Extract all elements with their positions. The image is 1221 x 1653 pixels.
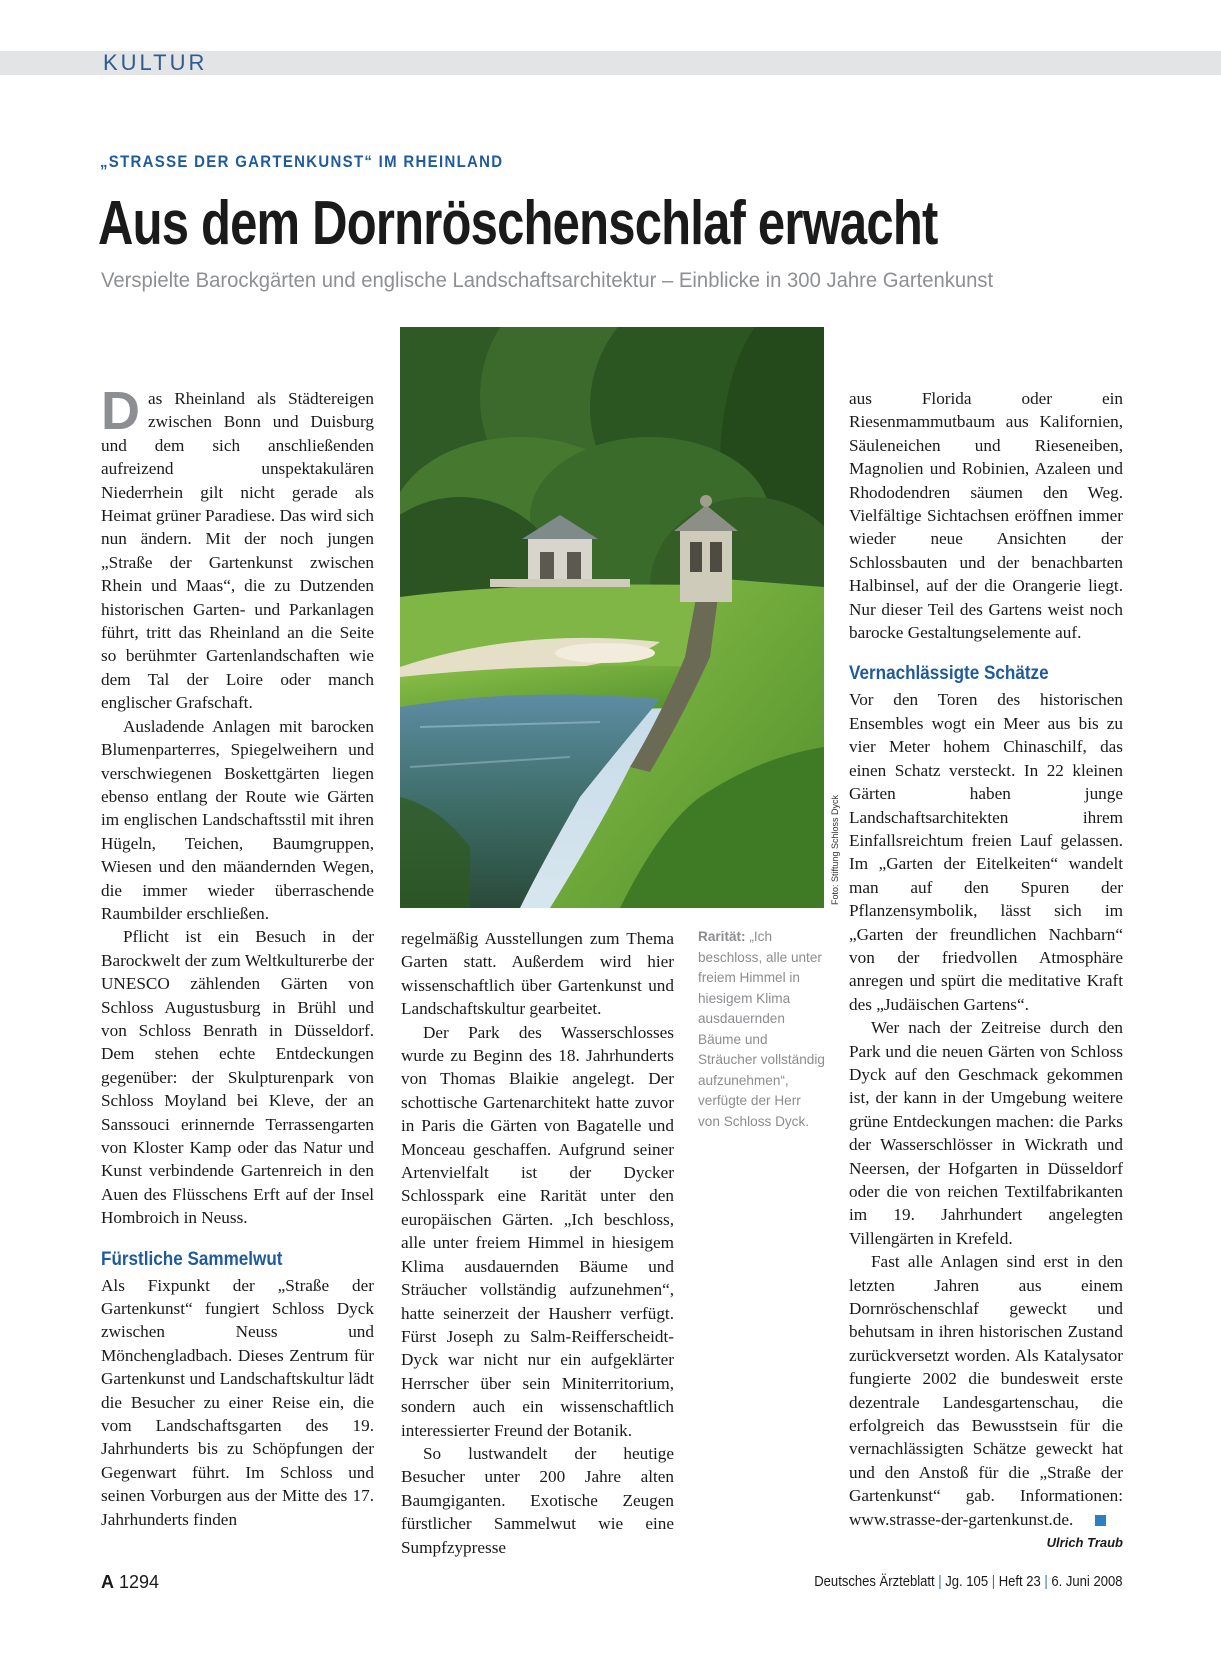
article-kicker: „STRASSE DER GARTENKUNST“ IM RHEINLAND (100, 152, 504, 171)
article-column-2 (401, 927, 674, 1559)
article-headline: Aus dem Dornröschenschlaf erwacht (98, 189, 938, 258)
paragraph: Pflicht ist ein Besuch in der Barockwelt der zum Weltkulturerbe der UNESCO zählenden Gärten von Schloss Augustusburg in Brühl und von Schloss Benrath in Düsseldorf. Dem stehen echte Entdeckungen gegenüber: der Skulpturenpark von Schloss Moyland bei Kleve, der an Sanssouci erinnernde Terrassengarten von Kloster Kamp oder das Natur und Kunst verbindende Gartenreich in den Auen des Flüsschens Erft auf der Insel Hombroich in Neuss. (101, 927, 374, 1228)
separator: | (991, 1574, 995, 1590)
separator: | (1043, 1574, 1048, 1590)
drop-cap: D (101, 381, 140, 441)
subheading: Fürstliche Sammelwut (101, 1248, 283, 1270)
publication-name: Deutsches Ärzteblatt (813, 1574, 935, 1590)
photo-credit: Foto: Stiftung Schloss Dyck (830, 794, 840, 905)
paragraph: aus Florida oder ein Riesenmammutbaum aus Kalifornien, Säuleneichen und Rieseneiben, Magnolien und Robinien, Azaleen und Rhododendren säumen den Weg. Vielfältige Sichtachsen eröffnen immer wieder neue Ansichten der Schlossbauten und der benachbarten Halbinsel, auf der die Orangerie liegt. Nur dieser Teil des Gartens weist noch barocke Gestaltungselemente auf. (849, 389, 1123, 643)
article-photo (400, 327, 824, 908)
paragraph: Der Park des Wasserschlosses wurde zu Beginn des 18. Jahrhunderts von Thomas Blaikie angelegt. Der schottische Gartenarchitekt hatte zuvor in Paris die Gärten von Bagatelle und Monceau geschaffen. Aufgrund seiner Artenvielfalt ist der Dycker Schlosspark eine Rarität unter den europäischen Gärten. „Ich beschloss, alle unter freiem Himmel in hiesigem Klima ausdauernden Bäume und Sträucher vollständig aufzunehmen“, hatte seinerzeit der Hausherr verfügt. Fürst Joseph zu Salm-Reifferscheidt-Dyck war nicht nur ein aufgeklärter Herrscher über sein Miniterritorium, sondern auch ein wissenschaftlich interessierter Freund der Botanik. (401, 1022, 674, 1440)
paragraph: Wer nach der Zeitreise durch den Park und die neuen Gärten von Schloss Dyck auf den Geschmack gekommen ist, der kann in der Umgebung weitere grüne Entdeckungen machen: die Parks der Wasserschlösser in Wickrath und Neersen, der Hofgarten in Düsseldorf oder die von reichen Textilfabrikanten im 19. Jahrhundert angelegten Villengärten in Krefeld. (849, 1018, 1123, 1248)
page-prefix: A (101, 1572, 114, 1592)
paragraph: Ausladende Anlagen mit barocken Blumenparterres, Spiegelweihern und verschwiegenen Boskettgärten liegen ebenso entlang der Route wie Gärten im englischen Landschaftsstil mit ihren Hügeln, Teichen, Baumgruppen, Wiesen und den mäandernden Wegen, die immer wieder überraschende Raumbilder erschließen. (101, 716, 374, 923)
publication-volume: Jg. 105 (944, 1574, 988, 1590)
page-number (101, 1572, 159, 1593)
paragraph (101, 381, 375, 715)
author-name: Ulrich Traub (1046, 1535, 1123, 1551)
paragraph-text: Fast alle Anlagen sind erst in den letzten Jahren aus einem Dornröschenschlaf geweckt und behutsam in ihren historischen Zustand zurückversetzt worden. Als Katalysator fungierte 2002 die bundesweit erste dezentrale Landesgartenschau, die erfolgreich das Bewusstsein für die vernachlässigten Schätze geweckt hat und den Anstoß für die „Straße der Gartenkunst“ gab. Informationen: www.strasse-der-gartenkunst.de. (849, 1252, 1123, 1529)
article-column-3 (849, 387, 1123, 1553)
photo-caption (698, 927, 826, 1132)
publication-issue: Heft 23 (998, 1574, 1041, 1590)
article-column-1 (101, 381, 375, 1531)
paragraph-text: as Rheinland als Städtereigen zwischen Bonn und Duisburg und dem sich anschließenden aufreizend unspektakulären Niederrhein gilt nicht gerade als Heimat grüner Paradiese. Das wird sich nun ändern. Mit der noch jungen „Straße der Gartenkunst zwischen Rhein und Maas“, die zu Dutzenden historischen Garten- und Parkanlagen führt, tritt das Rheinland an die Seite so berühmter Gartenlandschaften wie dem Tal der Loire oder manch englischer Grafschaft. (101, 389, 375, 713)
article-subtitle: Verspielte Barockgärten und englische Landschaftsarchitektur – Einblicke in 300 Jahre Gartenkunst (101, 269, 994, 292)
page-number-value: 1294 (119, 1572, 160, 1592)
subheading: Vernachlässigte Schätze (849, 663, 1049, 685)
publication-info (814, 1574, 1122, 1590)
caption-text: „Ich beschloss, alle unter freiem Himmel in hiesigem Klima ausdauernden Bäume und Sträucher vollständig aufzunehmen“, verfügte der Herr von Schloss Dyck. (698, 929, 825, 1129)
paragraph: regelmäßig Ausstellungen zum Thema Garten statt. Außerdem wird hier wissenschaftlich über Gartenkunst und Landschaftskultur gearbeitet. (401, 929, 674, 1019)
separator: | (937, 1574, 942, 1590)
paragraph: Vor den Toren des historischen Ensembles wogt ein Meer aus bis zu vier Meter hohem Chinaschilf, das einen Schatz versteckt. In 22 kleinen Gärten haben junge Landschaftsarchitekten ihrem Einfallsreichtum freien Lauf gelassen. Im „Garten der Eitelkeiten“ wandelt man auf den Spuren der Pflanzensymbolik, lässt sich im „Garten der freundlichen Nachbarn“ von der friedvollen Atmosphäre anregen und spürt die meditative Kraft des „Judäischen Gartens“. (849, 690, 1123, 1014)
paragraph: Als Fixpunkt der „Straße der Gartenkunst“ fungiert Schloss Dyck zwischen Neuss und Mönchengladbach. Dieses Zentrum für Gartenkunst und Landschaftskultur lädt die Besucher zu einer Reise ein, die vom Landschaftsgarten des 19. Jahrhunderts bis zu Schöpfungen der Gegenwart führt. Im Schloss und seinen Vorburgen aus der Mitte des 17. Jahrhunderts finden (101, 1275, 374, 1529)
paragraph (849, 1250, 1123, 1531)
end-mark-icon (1095, 1515, 1106, 1526)
caption-lead: Rarität: (698, 929, 746, 944)
garden-pavilion-image (400, 327, 824, 908)
paragraph: So lustwandelt der heutige Besucher unter 200 Jahre alten Baumgiganten. Exotische Zeugen fürstlicher Sammelwut wie eine Sumpfzypresse (401, 1443, 674, 1557)
section-label: KULTUR (103, 50, 208, 75)
publication-date: 6. Juni 2008 (1050, 1574, 1122, 1590)
